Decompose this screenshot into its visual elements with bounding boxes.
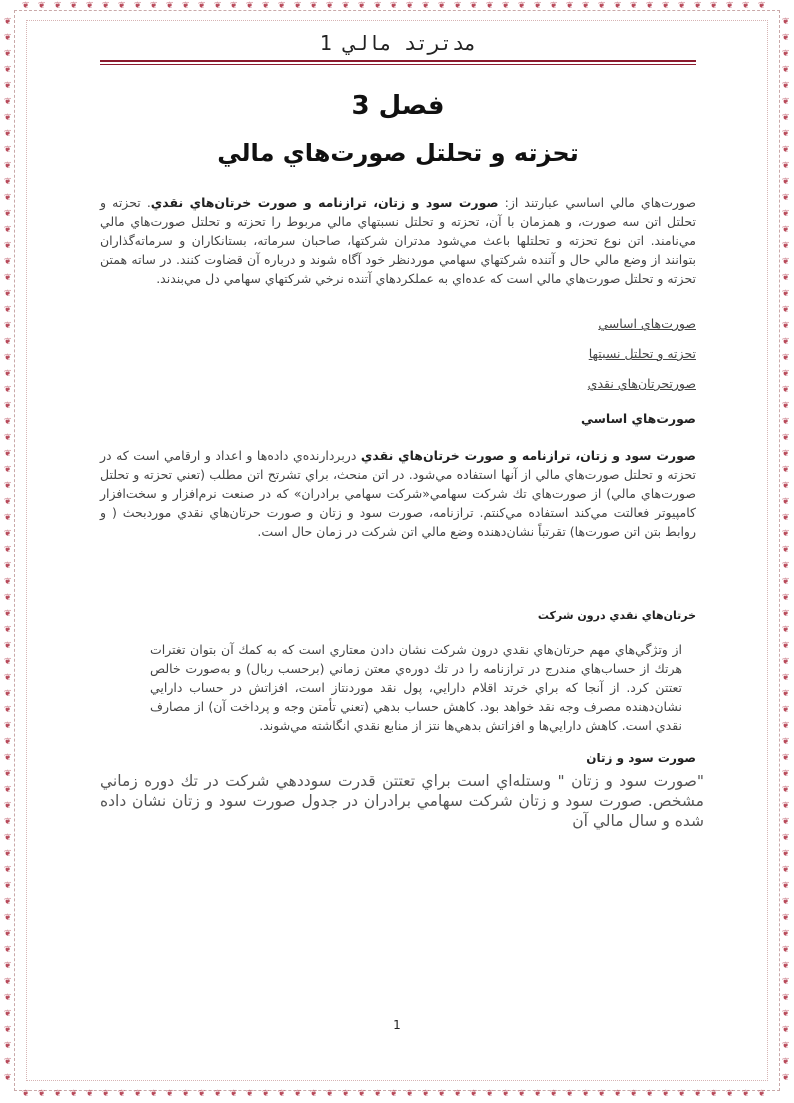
border-ornament-icon: ❦ <box>406 1 414 11</box>
border-ornament-icon: ❦ <box>4 785 12 795</box>
border-ornament-icon: ❦ <box>102 1089 110 1099</box>
border-ornament-icon: ❦ <box>598 1089 606 1099</box>
border-ornament-icon: ❦ <box>710 1 718 11</box>
border-ornament-icon: ❦ <box>782 369 790 379</box>
border-ornament-icon: ❦ <box>4 1041 12 1051</box>
border-ornament-icon: ❦ <box>422 1089 430 1099</box>
border-ornament-icon: ❦ <box>262 1 270 11</box>
basic-text: دربردارنده‌ي داده‌ها و اعداد و ارقامي است كه در تحزته و تحلتل صورت‌هاي مالي از آنها استفاده مي‌شود. در اتن منحث، براي تشرتح اتن مطلب (تعني تحزته و تحلتل صورت‌هاي مالي) از صورت‌هاي تك شركت سهامي«شركت سهامي برادران» كه در صنعت نرم‌افزار و سخت‌افزار كامپيوتر فعالتت مي‌كند استفاده مي‌كنتم. ترازنامه، صورت سود و زتان و صورت حرتان‌هاي نقدي موردبحث ( و روابط بتن اتن صورت‌ها) تقرتباً نشان‌دهنده وضع مالي اتن شركت در زمان حال است. <box>100 448 696 539</box>
border-ornament-icon: ❦ <box>534 1089 542 1099</box>
border-ornament-icon: ❦ <box>4 97 12 107</box>
border-ornament-icon: ❦ <box>782 865 790 875</box>
border-ornament-icon: ❦ <box>4 609 12 619</box>
border-ornament-icon: ❦ <box>782 849 790 859</box>
border-ornament-icon: ❦ <box>782 657 790 667</box>
basic-bold-term: صورت سود و زتان، ترازنامه و صورت خرتان‌هاي نقدي <box>360 448 696 463</box>
border-ornament-icon: ❦ <box>182 1089 190 1099</box>
border-ornament-icon: ❦ <box>4 337 12 347</box>
border-ornament-icon: ❦ <box>230 1089 238 1099</box>
border-ornament-icon: ❦ <box>782 977 790 987</box>
border-ornament-icon: ❦ <box>438 1089 446 1099</box>
border-ornament-icon: ❦ <box>782 273 790 283</box>
border-ornament-icon: ❦ <box>782 65 790 75</box>
border-ornament-icon: ❦ <box>4 161 12 171</box>
border-ornament-icon: ❦ <box>4 177 12 187</box>
border-ornament-icon: ❦ <box>782 385 790 395</box>
border-ornament-icon: ❦ <box>214 1 222 11</box>
running-header: مدترتد مالي 1 <box>319 31 477 55</box>
border-ornament-icon: ❦ <box>782 929 790 939</box>
border-ornament-icon: ❦ <box>782 481 790 491</box>
border-ornament-icon: ❦ <box>4 705 12 715</box>
border-ornament-icon: ❦ <box>278 1089 286 1099</box>
border-ornament-icon: ❦ <box>782 769 790 779</box>
border-ornament-icon: ❦ <box>782 305 790 315</box>
border-ornament-icon: ❦ <box>310 1089 318 1099</box>
border-ornament-icon: ❦ <box>710 1089 718 1099</box>
border-ornament-icon: ❦ <box>758 1089 766 1099</box>
border-ornament-icon: ❦ <box>742 1089 750 1099</box>
border-ornament-icon: ❦ <box>262 1089 270 1099</box>
income-paragraph: "صورت سود و زتان " وستله‌اي است براي تعتتن قدرت سوددهي شركت در تك دوره زماني مشخص. صورت سود و زتان شركت سهامي برادران در جدول صورت سود و زتان نشان داده شده و سال مالي آن <box>100 772 704 830</box>
border-ornament-icon: ❦ <box>4 961 12 971</box>
border-ornament-icon: ❦ <box>4 241 12 251</box>
border-ornament-icon: ❦ <box>782 1041 790 1051</box>
border-ornament-icon: ❦ <box>782 945 790 955</box>
border-ornament-icon: ❦ <box>782 113 790 123</box>
border-ornament-icon: ❦ <box>4 993 12 1003</box>
border-ornament-icon: ❦ <box>390 1 398 11</box>
border-ornament-icon: ❦ <box>566 1 574 11</box>
border-ornament-icon: ❦ <box>4 497 12 507</box>
border-ornament-icon: ❦ <box>278 1 286 11</box>
border-ornament-icon: ❦ <box>38 1089 46 1099</box>
border-ornament-icon: ❦ <box>454 1089 462 1099</box>
cash-paragraph: از وتژگي‌هاي مهم حرتان‌هاي نقدي درون شركت نشان دادن معتاري است كه به كمك آن بتوان تغترات هرتك از حساب‌هاي مندرج در ترازنامه را در تك دوره‌ي معتن زماني (برحسب ربال) و به‌صورت خالص تعتتن كرد. از آنجا كه براي خرتد اقلام دارايي، پول نقد موردنتاز است، افزاتش در حساب دارايي نشان‌دهنده مصرف وجه نقد خواهد بود. كاهش حساب بدهي (تعني تأمتن وجه و پرداخت آن) از مصارف نقدي است. كاهش دارايي‌ها و افزاتش بدهي‌ها نتز از منابع نقدي انگاشته مي‌شوند. <box>150 642 682 733</box>
border-ornament-icon: ❦ <box>566 1089 574 1099</box>
border-ornament-icon: ❦ <box>782 449 790 459</box>
border-ornament-icon: ❦ <box>782 513 790 523</box>
border-ornament-icon: ❦ <box>454 1 462 11</box>
border-ornament-icon: ❦ <box>54 1089 62 1099</box>
link-ratio-analysis[interactable]: تحزته و تحلتل نسبتها <box>588 346 696 361</box>
section-heading-basic: صورت‌هاي اساسي <box>580 411 696 426</box>
border-ornament-icon: ❦ <box>470 1089 478 1099</box>
border-ornament-icon: ❦ <box>390 1089 398 1099</box>
border-ornament-icon: ❦ <box>4 625 12 635</box>
border-ornament-icon: ❦ <box>518 1 526 11</box>
border-ornament-icon: ❦ <box>782 577 790 587</box>
border-ornament-icon: ❦ <box>374 1 382 11</box>
header-rule <box>100 60 696 65</box>
border-ornament-icon: ❦ <box>214 1089 222 1099</box>
section-heading-income: صورت سود و زتان <box>586 751 696 765</box>
border-ornament-icon: ❦ <box>38 1 46 11</box>
border-ornament-icon: ❦ <box>4 449 12 459</box>
intro-rest: . تحزته و تحلتل اتن سه صورت، و همزمان با آن، تحزته و تحلتل نسبتهاي مالي مربوط را تحزته و تحلتل صورت‌هاي مالي مي‌نامند. اتن نوع تحزته و تحلتلها باعث مي‌شود مدتران شركتها، صاحبان سرماته، بستانكاران و سرماته‌گذاران بتوانند از وضع مالي حال و آتنده شركتهاي سهامي موردنظر خود آگاه شوند و درباره آن قضاوت كنند. در ساته همتن تحزته و تحلتل صورت‌هاي مالي است كه عده‌اي به عملكردهاي آتنده نرخي شركتهاي سهامي دل مي‌بندند. <box>100 195 696 286</box>
border-ornament-icon: ❦ <box>782 337 790 347</box>
section-heading-cash: خرتان‌هاي نقدي درون شركت <box>537 609 696 622</box>
border-ornament-icon: ❦ <box>4 129 12 139</box>
border-ornament-icon: ❦ <box>246 1089 254 1099</box>
border-ornament-icon: ❦ <box>342 1 350 11</box>
border-ornament-icon: ❦ <box>310 1 318 11</box>
intro-bold-term: صورت سود و زتان، ترازنامه و صورت خرتان‌هاي نقدي <box>150 195 499 210</box>
border-ornament-icon: ❦ <box>4 321 12 331</box>
border-ornament-icon: ❦ <box>4 369 12 379</box>
border-ornament-icon: ❦ <box>662 1089 670 1099</box>
link-cash-flows[interactable]: صورتحرتان‌هاي نقدي <box>587 376 696 391</box>
border-ornament-icon: ❦ <box>646 1089 654 1099</box>
border-ornament-icon: ❦ <box>726 1089 734 1099</box>
border-ornament-icon: ❦ <box>782 129 790 139</box>
border-ornament-icon: ❦ <box>118 1089 126 1099</box>
border-ornament-icon: ❦ <box>782 161 790 171</box>
border-ornament-icon: ❦ <box>630 1089 638 1099</box>
border-ornament-icon: ❦ <box>782 801 790 811</box>
border-ornament-icon: ❦ <box>782 785 790 795</box>
border-ornament-icon: ❦ <box>782 913 790 923</box>
border-ornament-icon: ❦ <box>782 561 790 571</box>
border-ornament-icon: ❦ <box>782 641 790 651</box>
border-ornament-icon: ❦ <box>4 913 12 923</box>
border-ornament-icon: ❦ <box>782 145 790 155</box>
chapter-heading: فصل 3 <box>351 91 445 121</box>
border-ornament-icon: ❦ <box>150 1089 158 1099</box>
border-ornament-icon: ❦ <box>782 353 790 363</box>
border-ornament-icon: ❦ <box>502 1089 510 1099</box>
link-basic-statements[interactable]: صورت‌هاي اساسي <box>598 316 696 331</box>
document-page <box>100 28 704 831</box>
border-ornament-icon: ❦ <box>782 673 790 683</box>
border-ornament-icon: ❦ <box>782 609 790 619</box>
border-ornament-icon: ❦ <box>438 1 446 11</box>
border-ornament-icon: ❦ <box>782 961 790 971</box>
border-ornament-icon: ❦ <box>4 353 12 363</box>
border-ornament-icon: ❦ <box>4 689 12 699</box>
border-ornament-icon: ❦ <box>134 1089 142 1099</box>
border-ornament-icon: ❦ <box>582 1 590 11</box>
border-ornament-icon: ❦ <box>4 273 12 283</box>
border-ornament-icon: ❦ <box>4 1057 12 1067</box>
border-ornament-icon: ❦ <box>782 689 790 699</box>
border-ornament-icon: ❦ <box>614 1 622 11</box>
border-ornament-icon: ❦ <box>4 641 12 651</box>
border-ornament-icon: ❦ <box>4 49 12 59</box>
border-ornament-icon: ❦ <box>782 721 790 731</box>
border-ornament-icon: ❦ <box>4 881 12 891</box>
border-ornament-icon: ❦ <box>782 897 790 907</box>
border-ornament-icon: ❦ <box>4 17 12 27</box>
border-ornament-icon: ❦ <box>782 993 790 1003</box>
border-ornament-icon: ❦ <box>782 1057 790 1067</box>
border-ornament-icon: ❦ <box>614 1089 622 1099</box>
border-ornament-icon: ❦ <box>4 209 12 219</box>
border-ornament-icon: ❦ <box>4 945 12 955</box>
border-ornament-icon: ❦ <box>4 1025 12 1035</box>
border-ornament-icon: ❦ <box>502 1 510 11</box>
border-ornament-icon: ❦ <box>782 17 790 27</box>
border-ornament-icon: ❦ <box>678 1089 686 1099</box>
border-ornament-icon: ❦ <box>782 97 790 107</box>
border-ornament-icon: ❦ <box>150 1 158 11</box>
border-ornament-icon: ❦ <box>782 529 790 539</box>
border-ornament-icon: ❦ <box>326 1089 334 1099</box>
border-ornament-icon: ❦ <box>782 625 790 635</box>
border-ornament-icon: ❦ <box>782 321 790 331</box>
border-ornament-icon: ❦ <box>4 929 12 939</box>
border-ornament-icon: ❦ <box>4 593 12 603</box>
border-ornament-icon: ❦ <box>782 209 790 219</box>
border-ornament-icon: ❦ <box>4 65 12 75</box>
border-ornament-icon: ❦ <box>782 417 790 427</box>
border-ornament-icon: ❦ <box>22 1 30 11</box>
chapter-title: تحزته و تحلتل صورت‌هاي مالي <box>217 139 579 167</box>
border-ornament-icon: ❦ <box>4 817 12 827</box>
border-ornament-icon: ❦ <box>4 737 12 747</box>
border-ornament-icon: ❦ <box>694 1 702 11</box>
border-ornament-icon: ❦ <box>782 881 790 891</box>
border-ornament-icon: ❦ <box>4 417 12 427</box>
border-ornament-icon: ❦ <box>646 1 654 11</box>
border-ornament-icon: ❦ <box>4 673 12 683</box>
border-ornament-icon: ❦ <box>4 977 12 987</box>
border-ornament-icon: ❦ <box>4 561 12 571</box>
border-ornament-icon: ❦ <box>782 545 790 555</box>
border-ornament-icon: ❦ <box>182 1 190 11</box>
border-ornament-icon: ❦ <box>358 1089 366 1099</box>
border-ornament-icon: ❦ <box>294 1089 302 1099</box>
border-ornament-icon: ❦ <box>694 1089 702 1099</box>
border-ornament-icon: ❦ <box>782 753 790 763</box>
border-ornament-icon: ❦ <box>782 177 790 187</box>
border-ornament-icon: ❦ <box>4 529 12 539</box>
border-ornament-icon: ❦ <box>4 33 12 43</box>
border-ornament-icon: ❦ <box>782 817 790 827</box>
border-ornament-icon: ❦ <box>4 577 12 587</box>
border-ornament-icon: ❦ <box>4 481 12 491</box>
border-ornament-icon: ❦ <box>550 1 558 11</box>
border-ornament-icon: ❦ <box>54 1 62 11</box>
border-ornament-icon: ❦ <box>118 1 126 11</box>
border-ornament-icon: ❦ <box>4 433 12 443</box>
border-ornament-icon: ❦ <box>4 193 12 203</box>
border-ornament-icon: ❦ <box>374 1089 382 1099</box>
border-ornament-icon: ❦ <box>422 1 430 11</box>
border-ornament-icon: ❦ <box>4 849 12 859</box>
border-ornament-icon: ❦ <box>4 385 12 395</box>
border-ornament-icon: ❦ <box>782 257 790 267</box>
border-ornament-icon: ❦ <box>598 1 606 11</box>
border-ornament-icon: ❦ <box>4 833 12 843</box>
border-ornament-icon: ❦ <box>198 1089 206 1099</box>
border-ornament-icon: ❦ <box>782 433 790 443</box>
intro-paragraph <box>100 193 696 288</box>
border-ornament-icon: ❦ <box>4 305 12 315</box>
border-ornament-icon: ❦ <box>4 865 12 875</box>
border-ornament-icon: ❦ <box>4 801 12 811</box>
border-ornament-icon: ❦ <box>550 1089 558 1099</box>
border-ornament-icon: ❦ <box>4 897 12 907</box>
border-ornament-icon: ❦ <box>782 465 790 475</box>
border-ornament-icon: ❦ <box>230 1 238 11</box>
border-ornament-icon: ❦ <box>70 1089 78 1099</box>
border-ornament-icon: ❦ <box>326 1 334 11</box>
border-ornament-icon: ❦ <box>782 241 790 251</box>
border-ornament-icon: ❦ <box>4 657 12 667</box>
border-ornament-icon: ❦ <box>782 1073 790 1083</box>
border-ornament-icon: ❦ <box>4 545 12 555</box>
border-ornament-icon: ❦ <box>662 1 670 11</box>
border-ornament-icon: ❦ <box>4 225 12 235</box>
border-ornament-icon: ❦ <box>4 81 12 91</box>
border-ornament-icon: ❦ <box>726 1 734 11</box>
border-ornament-icon: ❦ <box>782 1025 790 1035</box>
border-ornament-icon: ❦ <box>22 1089 30 1099</box>
page-number: 1 <box>393 1018 401 1032</box>
border-ornament-icon: ❦ <box>102 1 110 11</box>
border-ornament-icon: ❦ <box>582 1089 590 1099</box>
border-ornament-icon: ❦ <box>782 193 790 203</box>
border-ornament-icon: ❦ <box>782 33 790 43</box>
border-ornament-icon: ❦ <box>4 465 12 475</box>
border-ornament-icon: ❦ <box>4 721 12 731</box>
border-ornament-icon: ❦ <box>470 1 478 11</box>
basic-paragraph <box>100 446 696 541</box>
border-ornament-icon: ❦ <box>630 1 638 11</box>
border-ornament-icon: ❦ <box>358 1 366 11</box>
border-ornament-icon: ❦ <box>70 1 78 11</box>
border-ornament-icon: ❦ <box>782 497 790 507</box>
border-ornament-icon: ❦ <box>166 1 174 11</box>
border-ornament-icon: ❦ <box>134 1 142 11</box>
border-ornament-icon: ❦ <box>534 1 542 11</box>
border-ornament-icon: ❦ <box>4 1009 12 1019</box>
border-ornament-icon: ❦ <box>678 1 686 11</box>
border-ornament-icon: ❦ <box>86 1 94 11</box>
border-ornament-icon: ❦ <box>4 289 12 299</box>
border-ornament-icon: ❦ <box>782 81 790 91</box>
border-ornament-icon: ❦ <box>294 1 302 11</box>
intro-lead: صورت‌هاي مالي اساسي عبارتند از: <box>498 195 696 210</box>
border-ornament-icon: ❦ <box>782 401 790 411</box>
border-ornament-icon: ❦ <box>4 257 12 267</box>
border-ornament-icon: ❦ <box>4 401 12 411</box>
border-ornament-icon: ❦ <box>742 1 750 11</box>
border-ornament-icon: ❦ <box>4 753 12 763</box>
border-ornament-icon: ❦ <box>166 1089 174 1099</box>
border-ornament-icon: ❦ <box>198 1 206 11</box>
border-ornament-icon: ❦ <box>782 737 790 747</box>
border-ornament-icon: ❦ <box>86 1089 94 1099</box>
border-ornament-icon: ❦ <box>782 833 790 843</box>
border-ornament-icon: ❦ <box>486 1089 494 1099</box>
border-ornament-icon: ❦ <box>782 289 790 299</box>
border-ornament-icon: ❦ <box>406 1089 414 1099</box>
border-ornament-icon: ❦ <box>4 113 12 123</box>
border-ornament-icon: ❦ <box>342 1089 350 1099</box>
border-ornament-icon: ❦ <box>486 1 494 11</box>
border-ornament-icon: ❦ <box>758 1 766 11</box>
border-ornament-icon: ❦ <box>782 705 790 715</box>
border-ornament-icon: ❦ <box>782 593 790 603</box>
border-ornament-icon: ❦ <box>4 1073 12 1083</box>
border-ornament-icon: ❦ <box>246 1 254 11</box>
border-ornament-icon: ❦ <box>782 225 790 235</box>
border-ornament-icon: ❦ <box>4 769 12 779</box>
border-ornament-icon: ❦ <box>4 513 12 523</box>
border-ornament-icon: ❦ <box>782 49 790 59</box>
border-ornament-icon: ❦ <box>518 1089 526 1099</box>
border-ornament-icon: ❦ <box>4 145 12 155</box>
border-ornament-icon: ❦ <box>782 1009 790 1019</box>
